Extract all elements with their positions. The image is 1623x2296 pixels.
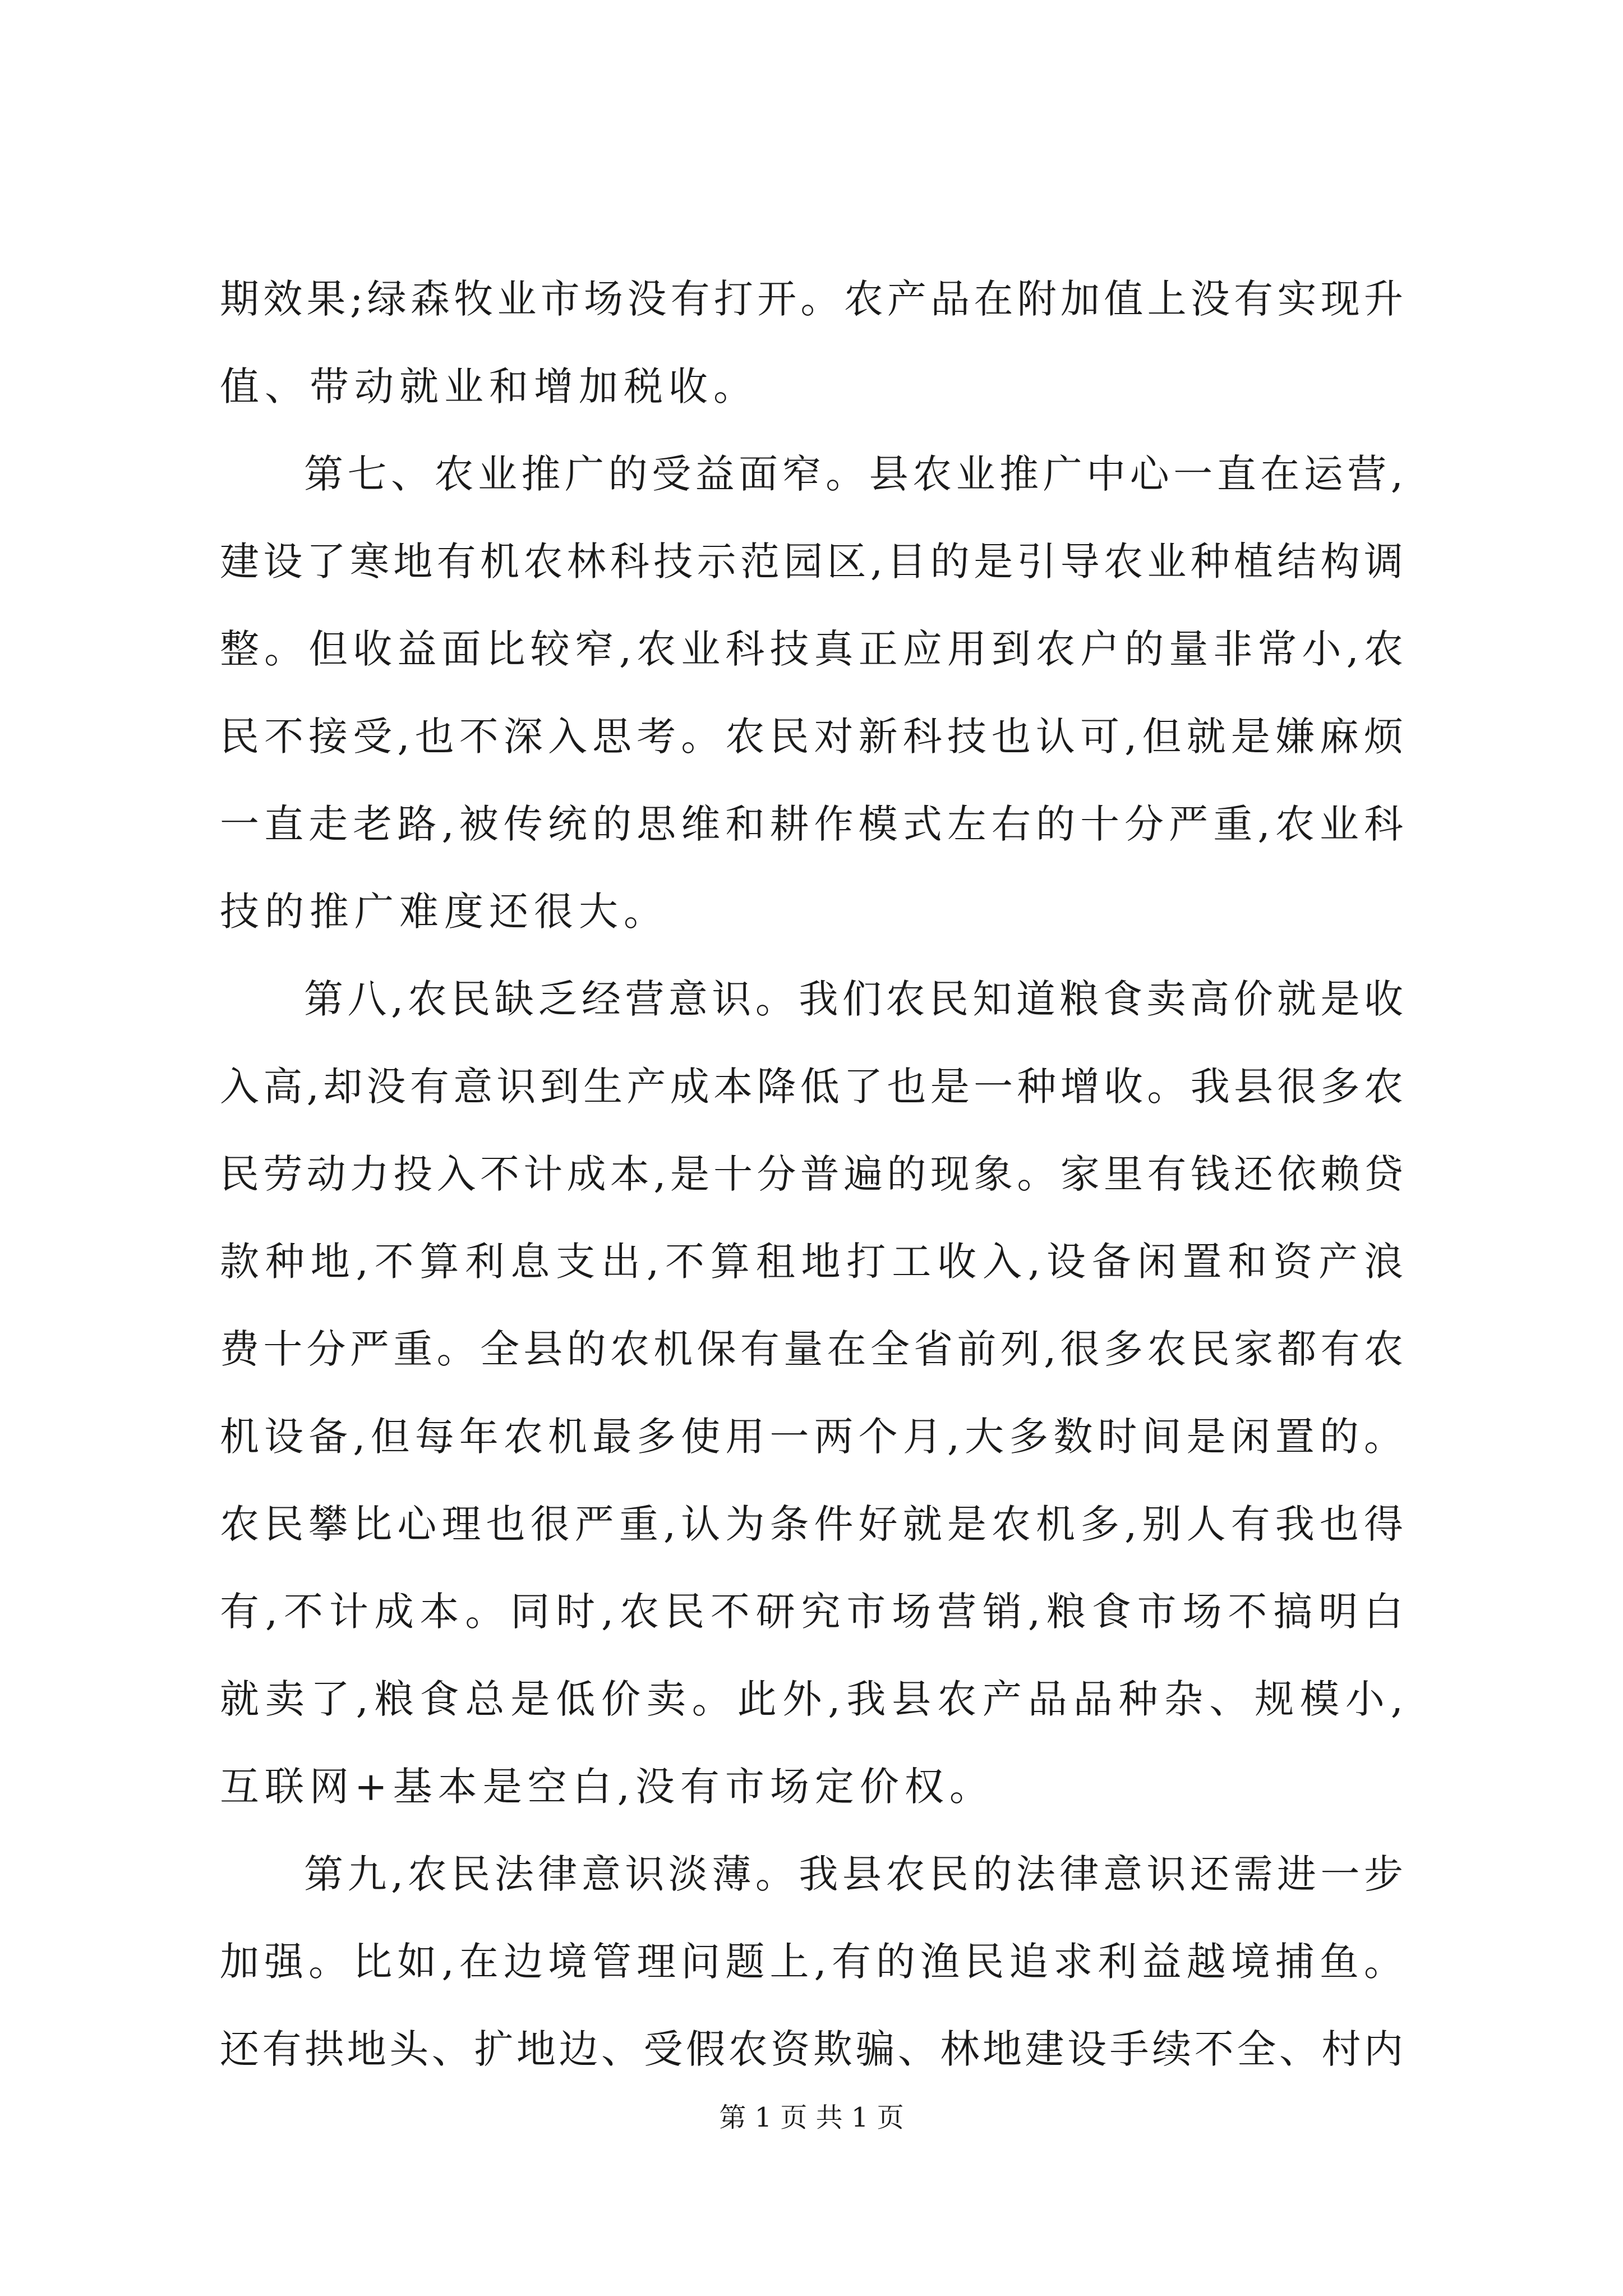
text-line: 整。但收益面比较窄,农业科技真正应用到农户的量非常小,农 — [220, 626, 1403, 672]
text-line: 有,不计成本。同时,农民不研究市场营销,粮食市场不搞明白 — [220, 1589, 1403, 1635]
text-line: 农民攀比心理也很严重,认为条件好就是农机多,别人有我也得 — [220, 1501, 1403, 1547]
text-line: 民不接受,也不深入思考。农民对新科技也认可,但就是嫌麻烦 — [220, 714, 1403, 760]
text-line: 值、带动就业和增加税收。 — [220, 364, 758, 409]
paragraph-start-line: 第九,农民法律意识淡薄。我县农民的法律意识还需进一步 — [304, 1851, 1403, 1897]
text-line: 机设备,但每年农机最多使用一两个月,大多数时间是闲置的。 — [220, 1414, 1403, 1460]
page-number-label: 第 1 页 共 1 页 — [719, 2102, 904, 2133]
text-line: 民劳动力投入不计成本,是十分普遍的现象。家里有钱还依赖贷 — [220, 1151, 1403, 1197]
text-line: 技的推广难度还很大。 — [220, 889, 668, 935]
text-line: 一直走老路,被传统的思维和耕作模式左右的十分严重,农业科 — [220, 801, 1403, 847]
text-line: 互联网+基本是空白,没有市场定价权。 — [220, 1764, 994, 1810]
text-line: 还有拱地头、扩地边、受假农资欺骗、林地建设手续不全、村内 — [220, 2026, 1403, 2072]
text-line: 款种地,不算利息支出,不算租地打工收入,设备闲置和资产浪 — [220, 1239, 1403, 1285]
page-footer — [0, 2101, 1623, 2134]
text-line: 就卖了,粮食总是低价卖。此外,我县农产品品种杂、规模小, — [220, 1676, 1403, 1722]
text-line: 入高,却没有意识到生产成本降低了也是一种增收。我县很多农 — [220, 1064, 1403, 1110]
text-line: 费十分严重。全县的农机保有量在全省前列,很多农民家都有农 — [220, 1326, 1403, 1372]
text-line: 加强。比如,在边境管理问题上,有的渔民追求利益越境捕鱼。 — [220, 1939, 1403, 1985]
paragraph-start-line: 第七、农业推广的受益面窄。县农业推广中心一直在运营, — [304, 451, 1403, 497]
text-line: 建设了寒地有机农林科技示范园区,目的是引导农业种植结构调 — [220, 539, 1403, 585]
paragraph-start-line: 第八,农民缺乏经营意识。我们农民知道粮食卖高价就是收 — [304, 976, 1403, 1022]
body-text — [220, 255, 1403, 2093]
text-line: 期效果;绿森牧业市场没有打开。农产品在附加值上没有实现升 — [220, 276, 1403, 322]
